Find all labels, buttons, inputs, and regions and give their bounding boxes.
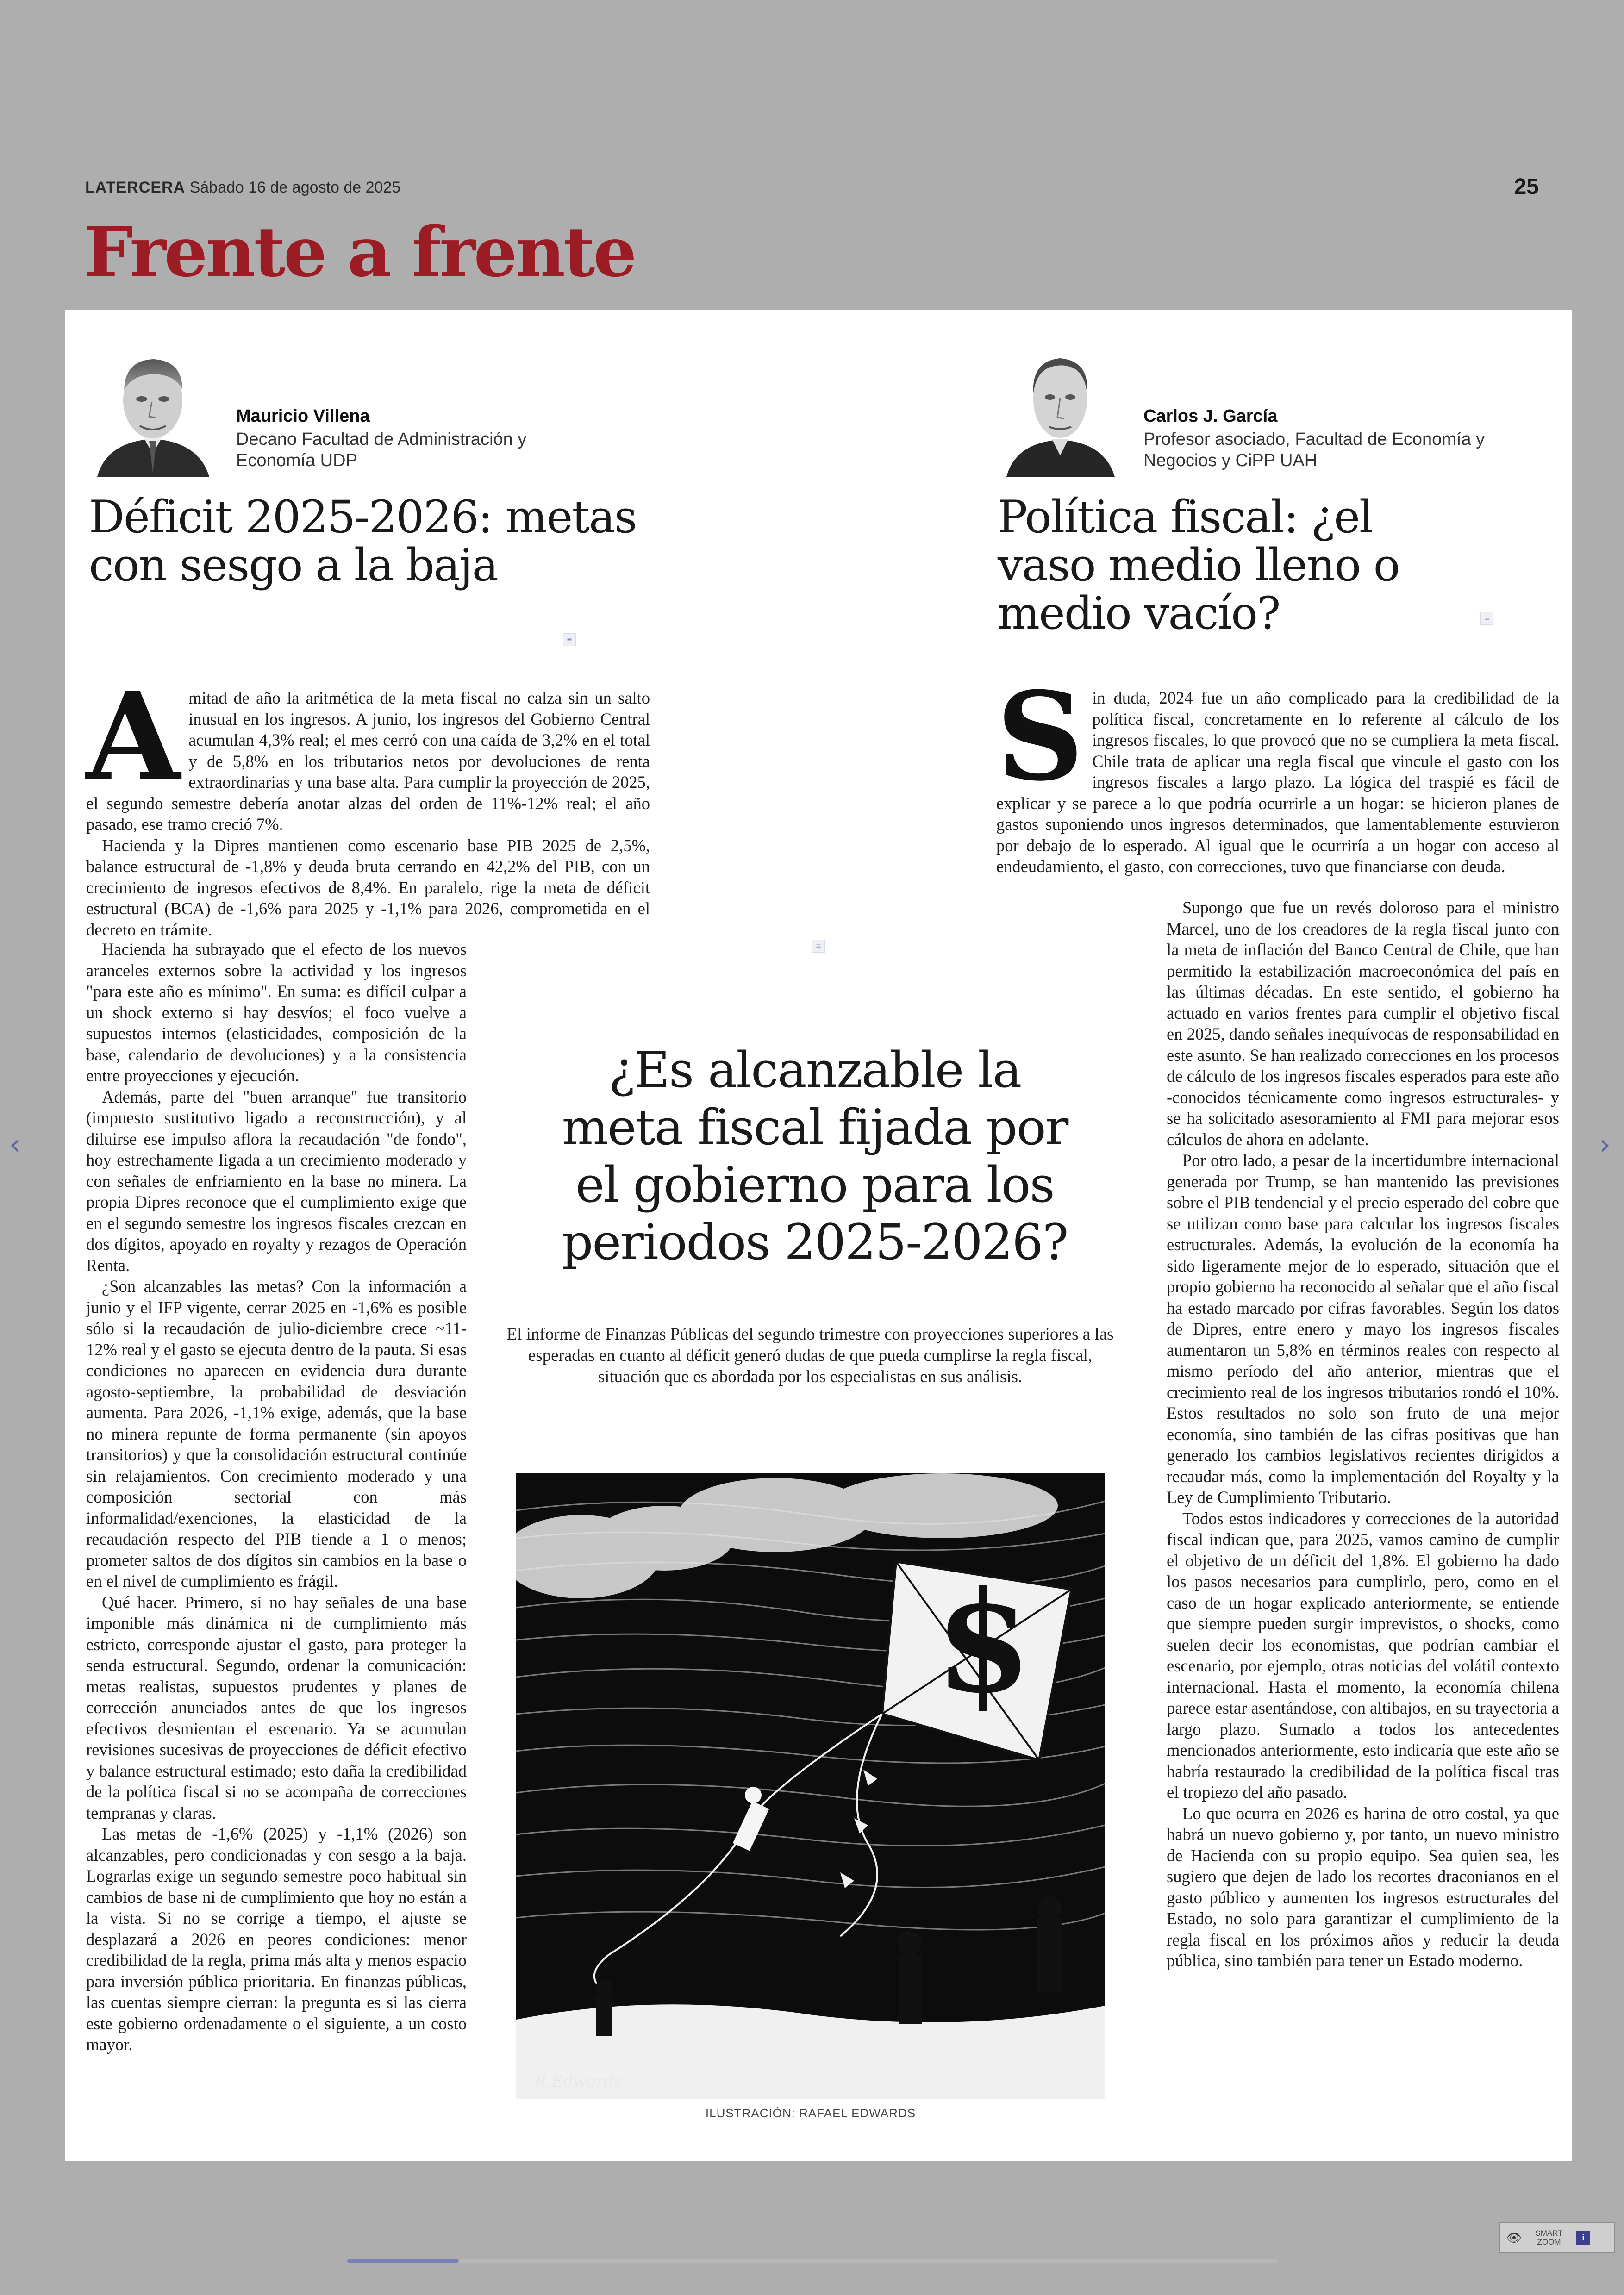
smart-zoom-toggle[interactable]: i [1576,2231,1590,2245]
article-left-top [86,665,650,940]
article-page [65,310,1572,2161]
author-photo-right [995,338,1125,477]
illustration-credit: ILUSTRACIÓN: RAFAEL EDWARDS [705,2106,916,2120]
paragraph: Todos estos indicadores y correcciones de la autoridad fiscal indican que, para 2025, vamos camino de cumplir el objetivo de un déficit del 1,8%. El gobierno ha dado los pasos necesarios para cumplirlo, pero, como en el caso de un hogar explicado anteriormente, se entiende que siempre pueden surgir imprevistos, o shocks, como suelen decir los economistas, que podrían cambiar el escenario, por ejemplo, otras noticias del volátil contexto internacional. Hasta el momento, la economía chilena parece estar asentándose, con altibajos, en su trayectoria a largo plazo. Sumado a todos los antecedentes mencionados anteriormente, esto indicaría que este año se habría restaurado la credibilidad de la política fiscal tras el tropiezo del año pasado. [1167,1509,1559,1802]
paragraph: Lo que ocurra en 2026 es harina de otro costal, ya que habrá un nuevo gobierno y, por tanto, un nuevo ministro de Hacienda con su propio equipo. Sea quien sea, les sugiero que dejen de lado los recortes draconianos en el gasto público y aumenten los ingresos estructurales del Estado, no solo para garantizar el cumplimiento de la regla fiscal en los próximos años y reducir la deuda pública, sino también para tener un Estado moderno. [1167,1803,1559,1970]
author-name-left: Mauricio Villena [236,406,370,426]
chevron-left-icon[interactable]: ‹ [9,1129,20,1161]
svg-text:R.Edwards: R.Edwards [535,2072,622,2091]
link-marker-icon[interactable]: ≡ [1480,612,1493,625]
eye-icon: 👁 [1506,2230,1522,2245]
author-role-right: Profesor asociado, Facultad de Economía y Negocios y CiPP UAH [1143,430,1485,470]
drop-cap-left: A [86,665,181,808]
paragraph: Las metas de -1,6% (2025) y -1,1% (2026) son alcanzables, pero condicionadas y con sesgo a la baja. Lograrlas exige un segundo semestre poco habitual sin cambios de base ni de cumplimiento que hoy no están a la vista. Si no se corrige a tiempo, el ajuste se desplazará a 2026 en peores condiciones: menor credibilidad de la regla, prima más alta y menos espacio para inversión pública prioritaria. En finanzas públicas, las cuentas siempre cierran: la pregunta es si las cierra este gobierno ordenadamente o el siguiente, a un costo mayor. [86,1824,467,2054]
paragraph: Además, parte del "buen arranque" fue transitorio (impuesto sustitutivo ligado a reconstrucción), y al diluirse ese impulso aflora la recaudación "de fondo", hoy estrechamente ligada a un crecimiento moderado y con señales de enfriamiento en la base no minera. La propia Dipres reconoce que el cumplimiento exige que en el segundo semestre los ingresos fiscales crezcan en dos dígitos, apoyado en royalty y rezagos de Operación Renta. [86,1087,467,1275]
smart-zoom-label: SMART ZOOM [1535,2229,1563,2246]
author-photo-left [88,338,218,477]
issue-date: Sábado 16 de agosto de 2025 [189,179,401,196]
smart-zoom-control[interactable] [1499,2222,1615,2253]
headline-right: Política fiscal: ¿el vaso medio lleno o medio vacío? [998,491,1399,639]
chevron-right-icon[interactable]: › [1599,1129,1611,1161]
article-right-top [996,665,1559,877]
author-name-right: Carlos J. García [1143,406,1278,426]
kite-illustration-art [516,1473,1105,2099]
link-marker-icon[interactable]: ≡ [563,633,576,646]
paragraph: ¿Son alcanzables las metas? Con la información a junio y el IFP vigente, cerrar 2025 en -1,6% es posible sólo si la recaudación de julio-diciembre crece ~11-12% real y el gasto se ejecuta dentro de la pauta. Si esas condiciones no aparecen en evidencia dura durante agosto-septiembre, la probabilidad de desviación aumenta. Para 2026, -1,1% exige, además, que la base no minera repunte de forma permanente (sin apoyos transitorios) y que la consolidación estructural continúe sin relajamientos. Con crecimiento moderado y una composición sectorial con más informalidad/exenciones, la elasticidad de la recaudación respecto del PIB tiende a 1 o menos; prometer saltos de dos dígitos sin cambios en la base o en el nivel de cumplimiento es frágil. [86,1277,467,1590]
masthead [85,179,400,197]
paragraph: Por otro lado, a pesar de la incertidumbre internacional generada por Trump, se han mantenido las previsiones sobre el PIB tendencial y el precio esperado del cobre que se utilizan como base para calcular los ingresos fiscales estructurales. Además, la evolución de la economía ha sido ligeramente mejor de lo esperado, situación que el propio gobierno ha reconocido al señalar que el año fiscal ha estado marcado por cifras favorables. Según los datos de Dipres, entre enero y mayo los ingresos fiscales aumentaron un 5,8% en términos reales con respecto al mismo período del año anterior, mientras que el crecimiento real de los ingresos tributarios rondó el 10%. Estos resultados no solo son fruto de una mejor economía, sino también de las cifras positivas que han generado los cambios legislativos recientes dirigidos a recaudar más, como la implementación del Royalty y la Ley de Cumplimiento Tributario. [1167,1151,1559,1507]
drop-cap-right: S [996,665,1084,808]
newspaper-brand: LATERCERA [85,179,186,196]
author-role-left: Decano Facultad de Administración y Economía UDP [236,430,527,470]
article-left-column [86,939,467,2055]
section-title: Frente a frente [84,212,635,292]
page-progress-fill [347,2259,459,2263]
article-right-column [1167,897,1559,1971]
headline-left: Déficit 2025-2026: metas con sesgo a la baja [89,491,637,591]
svg-text:$: $ [935,1560,1032,1724]
paragraph: mitad de año la aritmética de la meta fiscal no calza sin un salto inusual en los ingresos. A junio, los ingresos del Gobierno Central acumulan 4,3% real; el mes cerró con una caída de 3,2% en el total y de 5,8% en los tributarios netos por devoluciones de renta extraordinarias y una base alta. Para cumplir la proyección de 2025, el segundo semestre debería anotar alzas del orden de 11%-12% real; el año pasado, ese tramo creció 7%. [86,688,650,834]
paragraph: Hacienda ha subrayado que el efecto de los nuevos aranceles externos sobre la actividad y los ingresos "para este año es mínimo". En suma: es difícil culpar a un shock externo si hay desvíos; el foco vuelve a supuestos internos (elasticidades, composición de la base, calendario de devoluciones) y a la consistencia entre proyecciones y ejecución. [86,940,467,1085]
paragraph: Hacienda y la Dipres mantienen como escenario base PIB 2025 de 2,5%, balance estructural de -1,8% y deuda bruta cerrando en 42,2% del PIB, con un crecimiento de ingresos efectivos de 8,4%. En paralelo, rige la meta de déficit estructural (BCA) de -1,6% para 2025 y -1,1% para 2026, comprometida en el decreto en trámite. [86,836,650,939]
paragraph: Qué hacer. Primero, si no hay señales de una base imponible más dinámica ni de cumplimiento más estricto, corresponde ajustar el gasto, para proteger la senda estructural. Segundo, ordenar la comunicación: metas realistas, supuestos prudentes y planes de corrección anunciados antes de que los ingresos efectivos desmientan el escenario. Ya se acumulan revisiones sucesivas de proyecciones de déficit efectivo y balance estructural estimado; esto daña la credibilidad de la política fiscal si no se acompaña de correcciones tempranas y claras. [86,1592,467,1822]
debate-question: ¿Es alcanzable la meta fiscal fijada por el gobierno para los periodos 2025-2026? [562,1041,1068,1271]
paragraph: Supongo que fue un revés doloroso para el ministro Marcel, uno de los creadores de la regla fiscal junto con la meta de inflación del Banco Central de Chile, que han permitido la estabilización macroeconómica del país en las últimas décadas. En este sentido, el gobierno ha actuado en varios frentes para cumplir el objetivo fiscal en 2025, dando señales inequívocas de responsabilidad en este asunto. Se han realizado correcciones en los procesos de cálculo de los ingresos fiscales esperados para este año -conocidos técnicamente como ingresos estructurales- y se ha solicitado asesoramiento al FMI para mejorar esos cálculos de ahora en adelante. [1167,898,1559,1149]
kite-illustration [516,1473,1105,2099]
page-number: 25 [1514,175,1539,199]
paragraph: in duda, 2024 fue un año complicado para la credibilidad de la política fiscal, concretamente en lo referente al cálculo de los ingresos fiscales, lo que provocó que no se cumpliera la meta fiscal. Chile trata de aplicar una regla fiscal que vincule el gasto con los ingresos fiscales a largo plazo. La lógica del traspié es fácil de explicar y se parece a lo que podría ocurrirle a un hogar: se hicieron planes de gastos suponiendo unos ingresos determinados, que lamentablemente estuvieron por debajo de lo esperado. Al igual que le ocurriría a un hogar con acceso al endeudamiento, el gasto, con correcciones, tuvo que financiarse con deuda. [996,688,1559,876]
link-marker-icon[interactable]: ≡ [812,940,825,953]
debate-intro: El informe de Finanzas Públicas del segundo trimestre con proyecciones superiores a las esperadas en cuanto al déficit generó dudas de que pueda cumplirse la regla fiscal, situación que es abordada por los especialistas en sus análisis. [506,1325,1114,1386]
page-progress-bar[interactable] [347,2259,1278,2263]
